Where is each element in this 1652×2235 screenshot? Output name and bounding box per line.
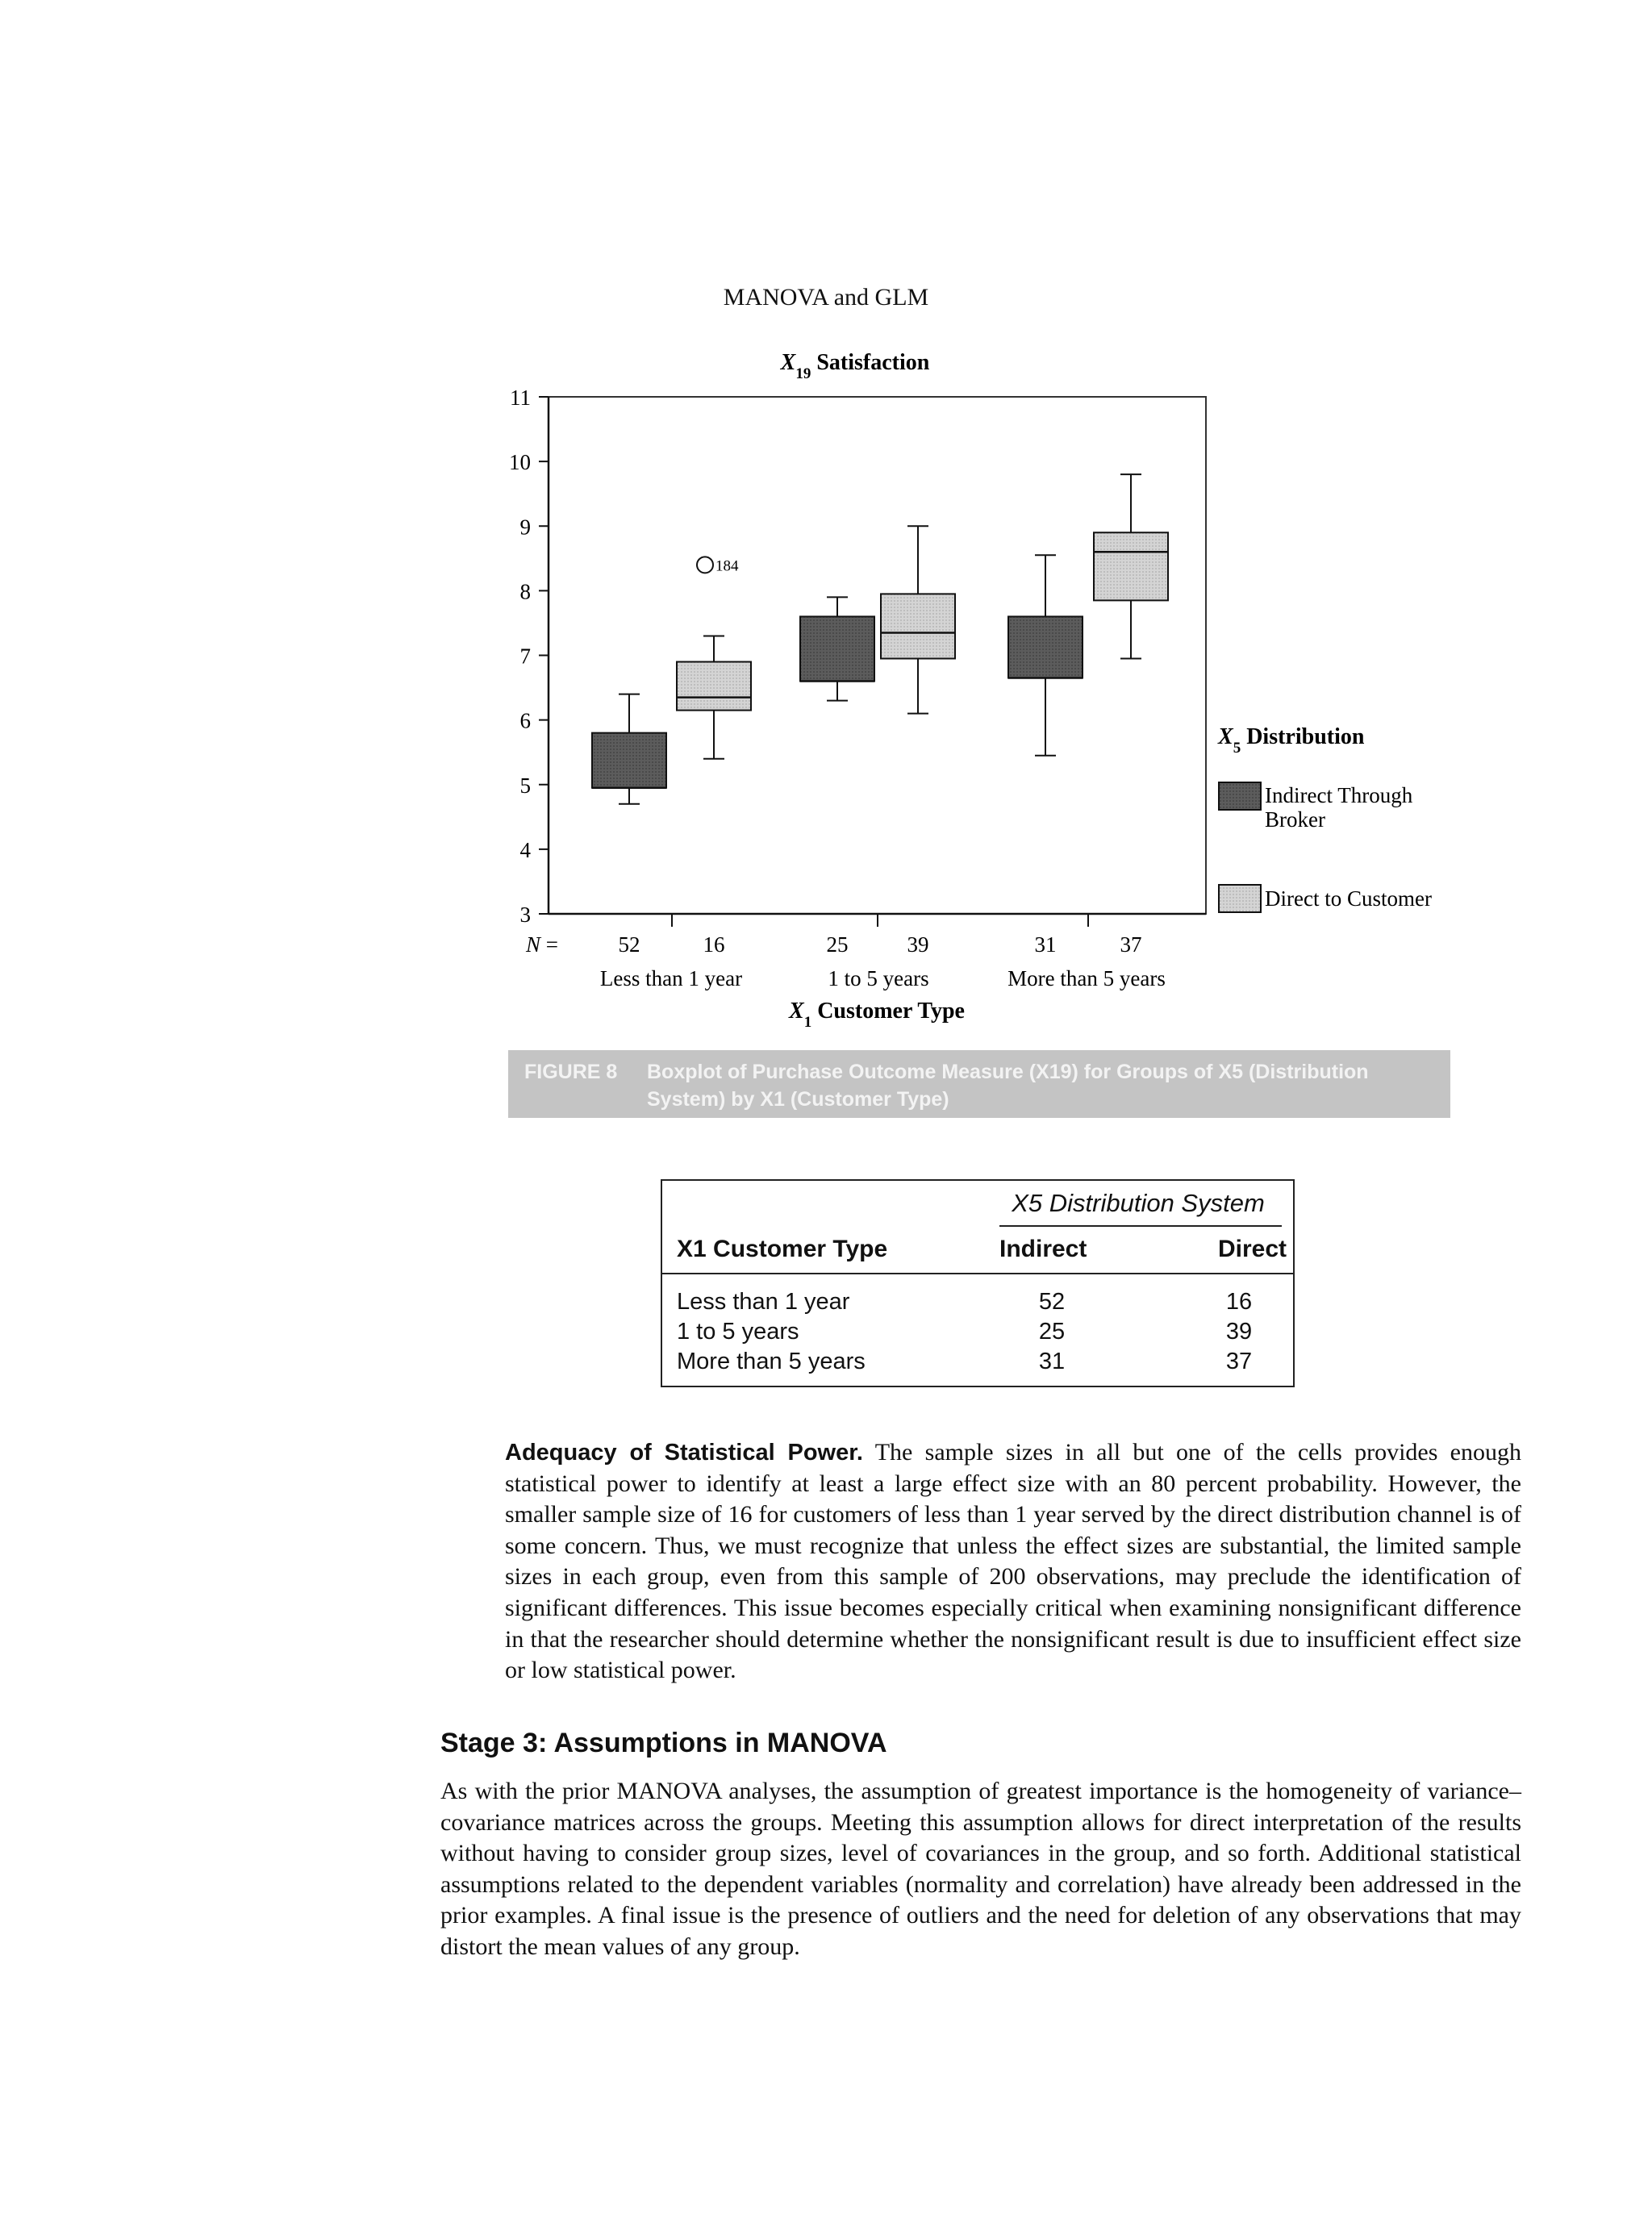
x-category-label: Less than 1 year <box>599 966 743 990</box>
n-label: N = <box>526 932 558 957</box>
table-cell-indirect: 25 <box>1038 1319 1066 1345</box>
n-count-label: 39 <box>907 932 929 957</box>
figure-caption-text: Boxplot of Purchase Outcome Measure (X19) for Groups of X5 (Distribution System) by X1 (Customer Type) <box>647 1061 1369 1111</box>
y-tick-label: 10 <box>509 450 531 475</box>
section-heading: Stage 3: Assumptions in MANOVA <box>440 1728 887 1758</box>
legend-swatch-direct <box>1219 885 1261 912</box>
table-col-header-direct: Direct <box>1217 1236 1287 1262</box>
boxplot-chart <box>0 0 1652 1040</box>
table-cell-indirect: 31 <box>1038 1349 1066 1374</box>
plot-frame <box>549 397 1206 914</box>
table-cell-label: Less than 1 year <box>677 1289 850 1315</box>
box <box>881 594 955 658</box>
outlier-label: 184 <box>715 557 739 575</box>
table-cell-direct: 37 <box>1225 1349 1253 1374</box>
n-count-label: 25 <box>826 932 849 957</box>
n-count-label: 37 <box>1120 932 1142 957</box>
table-group-header: X5 Distribution System <box>1012 1189 1265 1217</box>
y-tick-label: 11 <box>510 386 531 410</box>
box <box>677 662 751 711</box>
box <box>800 616 874 681</box>
figure-caption <box>508 1050 1450 1118</box>
table-col-header-indirect: Indirect <box>999 1236 1087 1262</box>
table-row <box>662 1349 1293 1378</box>
y-tick-label: 7 <box>519 644 531 669</box>
table-cell-indirect: 52 <box>1038 1289 1066 1315</box>
paragraph-lead: Adequacy of Statistical Power. <box>505 1440 863 1466</box>
legend-label-direct: Direct to Customer <box>1265 886 1432 911</box>
chart-title: $X_{19}$ Satisfaction <box>780 350 930 382</box>
y-tick-label: 8 <box>519 579 531 604</box>
x-category-label: 1 to 5 years <box>828 966 929 990</box>
table-cell-direct: 16 <box>1225 1289 1253 1315</box>
n-count-label: 16 <box>703 932 725 957</box>
y-tick-label: 6 <box>519 708 531 733</box>
table-cell-direct: 39 <box>1225 1319 1253 1345</box>
paragraph-body: As with the prior MANOVA analyses, the assumption of greatest importance is the homogeneity of variance–covariance matrices across the groups. Meeting this assumption allows for direct interpretation of the results without having to consider group sizes, level of covariances in the group, and so forth. Additional statistical assumptions related to the dependent variables (normality and correlation) have already been addressed in the prior examples. A final issue is the presence of outliers and the need for deletion of any observations that may distort the mean values of any group. <box>440 1778 1521 1960</box>
table-col-header-customer-type: X1 Customer Type <box>677 1236 888 1262</box>
paragraph-statistical-power <box>440 1437 1521 1687</box>
running-head: MANOVA and GLM <box>723 284 929 311</box>
table-header-rule <box>999 1225 1282 1227</box>
sample-size-table <box>661 1179 1295 1387</box>
legend-swatch-indirect <box>1219 782 1261 810</box>
figure-label: FIGURE 8 <box>524 1061 618 1083</box>
n-count-label: 52 <box>618 932 640 957</box>
y-tick-label: 9 <box>519 515 531 540</box>
box <box>592 733 666 788</box>
x-category-label: More than 5 years <box>1007 966 1166 990</box>
paragraph-body: The sample sizes in all but one of the cells provides enough statistical power to identify at least a large effect size with an 80 percent probability. However, the smaller sample size of 16 for customers of less than 1 year served by the direct distribution channel is of some concern. Thus, we must recognize that unless the effect sizes are substantial, the limited sample sizes in each group, even from this sample of 200 observations, may preclude the identification of significant differences. This issue becomes especially critical when examining nonsignificant difference in that the researcher should determine whether the nonsignificant result is due to insufficient effect size or low statistical power. <box>505 1439 1521 1684</box>
table-row <box>662 1289 1293 1319</box>
legend-title: $X_5$ Distribution <box>1218 724 1365 757</box>
paragraph-assumptions <box>440 1776 1521 1963</box>
y-tick-label: 4 <box>519 837 531 862</box>
table-rule <box>662 1273 1293 1274</box>
box <box>1094 532 1168 600</box>
table-row <box>662 1319 1293 1349</box>
table-cell-label: 1 to 5 years <box>677 1319 799 1345</box>
legend-label-indirect: Indirect Through Broker <box>1265 783 1413 832</box>
x-axis-title: $X_1$ Customer Type <box>789 999 965 1031</box>
box <box>1008 616 1083 678</box>
y-tick-label: 3 <box>519 903 531 927</box>
table-cell-label: More than 5 years <box>677 1349 866 1374</box>
y-tick-label: 5 <box>519 773 531 798</box>
outlier-point <box>697 557 713 573</box>
n-count-label: 31 <box>1034 932 1057 957</box>
